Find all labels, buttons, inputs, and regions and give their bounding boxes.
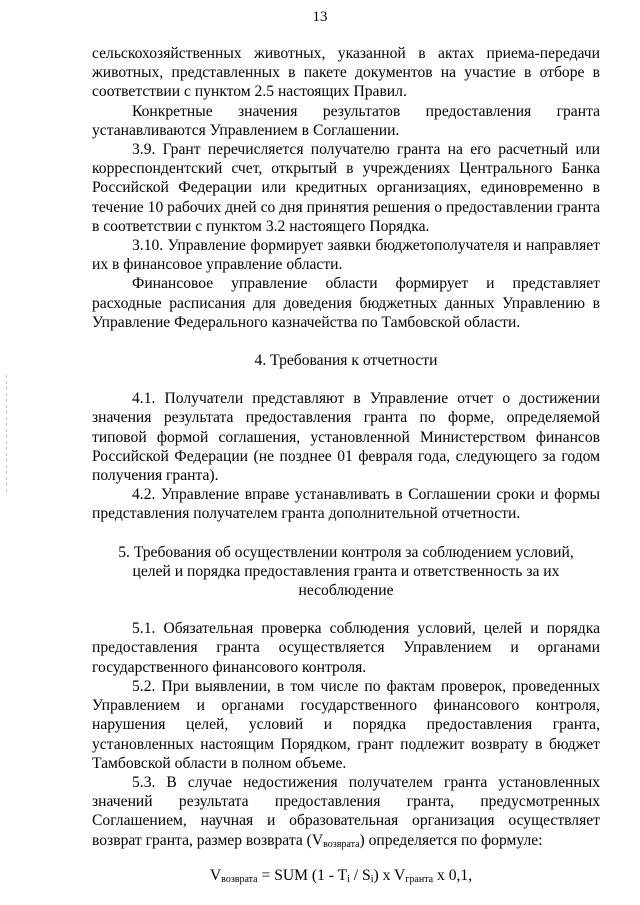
- paragraph-5-3: [92, 773, 600, 850]
- paragraph-3-10: 3.10. Управление формирует заявки бюджетополучателя и направляет их в финансовое управление области.: [92, 237, 600, 274]
- document-body: [92, 44, 600, 885]
- formula-t-subscript: i: [347, 873, 350, 885]
- formula-end: x 0,1,: [433, 866, 473, 884]
- paragraph-results-values-line1: Конкретные значения результатов предоставления гранта: [132, 102, 600, 120]
- formula-v: V: [209, 866, 222, 884]
- paragraph-4-1: 4.1. Получатели представляют в Управление отчет о достижении значения результата предоставления гранта по форме, определяемой типовой формой соглашения, установленной Министерством финансов Российской Федерации (не позднее 01 февраля года, следующего за годом получения гранта).: [92, 390, 600, 485]
- section-heading-5: 5. Требования об осуществлении контроля за соблюдением условий, целей и порядка предоставления гранта и ответственность за их несоблюдение: [118, 543, 574, 600]
- paragraph-animals-acts: сельскохозяйственных животных, указанной в актах приема-передачи животных, представленных в пакете документов на участие в отборе в соответствии с пунктом 2.5 настоящих Правил.: [92, 45, 600, 101]
- paragraph-5-3-text: 5.3. В случае недостижения получателем гранта установленных значений результата предоставления гранта, предусмотренных Соглашением, научная и образовательная организация осуществляет возврат гранта, размер возврата (V: [92, 773, 600, 849]
- formula-v-subscript: возврата: [221, 873, 258, 885]
- v-return-subscript: возврата: [323, 838, 360, 850]
- paragraph-3-9: 3.9. Грант перечисляется получателю гранта на его расчетный или корреспондентский счет, открытый в учреждениях Центрального Банка Российской Федерации или кредитных организациях, единовременно в течение 10 рабочих дней со дня принятия решения о предоставлении гранта в соответствии с пунктом 3.2 настоящего Порядка.: [92, 141, 600, 235]
- paragraph-financial-department: Финансовое управление области формирует и представляет расходные расписания для доведения бюджетных данных Управлению в Управление Федерального казначейства по Тамбовской области.: [92, 275, 600, 331]
- paragraph-4-2: 4.2. Управление вправе устанавливать в Соглашении сроки и формы представления получателем гранта дополнительной отчетности.: [92, 486, 600, 523]
- page-number: 13: [312, 9, 328, 25]
- formula-sum: = SUM (1 - T: [257, 866, 348, 884]
- section-heading-4: 4. Требования к отчетности: [254, 352, 438, 370]
- paragraph-5-1: 5.1. Обязательная проверка соблюдения условий, целей и порядка предоставления гранта осуществляется Управлением и органами государственного финансового контроля.: [92, 620, 600, 676]
- paragraph-5-2: 5.2. При выявлении, в том числе по фактам проверок, проведенных Управлением и органами государственного финансового контроля, нарушения целей, условий и порядка предоставления гранта, установленных настоящим Порядком, грант подлежит возврату в бюджет Тамбовской области в полном объеме.: [92, 677, 600, 772]
- return-formula: [92, 866, 600, 885]
- scan-edge-mark: [6, 375, 7, 495]
- formula-grant-subscript: гранта: [405, 873, 434, 885]
- paragraph-results-values-line2: устанавливаются Управлением в Соглашении.: [92, 121, 400, 139]
- paragraph-5-3-end: ) определяется по формуле:: [359, 831, 543, 849]
- formula-s-subscript: i: [370, 873, 374, 885]
- formula-times-v: ) x V: [373, 866, 406, 884]
- formula-divide: / S: [349, 866, 371, 884]
